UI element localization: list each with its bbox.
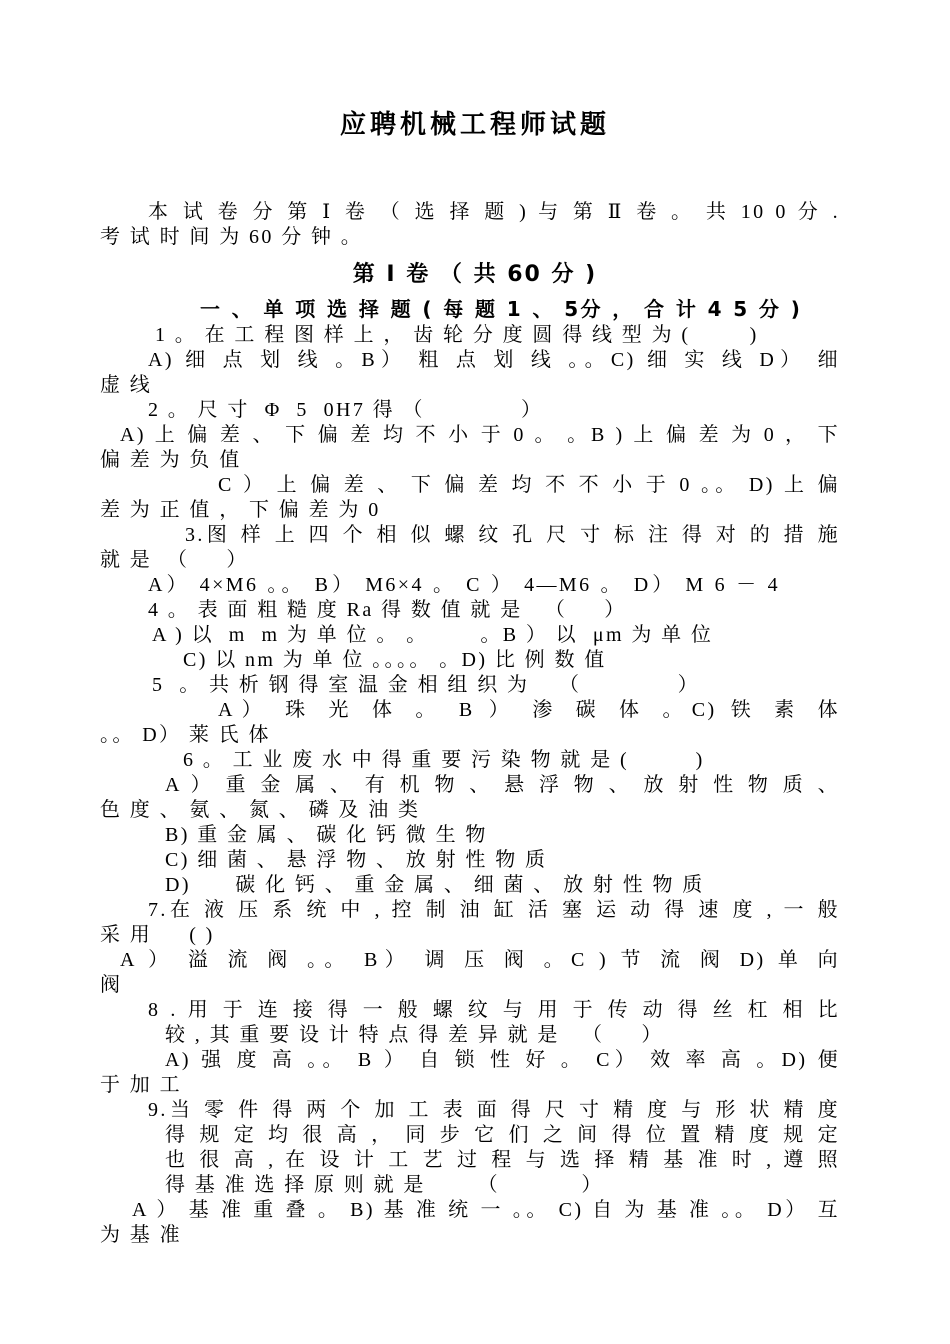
question-line: 2 。 尺 寸 Φ 5 0H7 得 （ ） — [148, 399, 544, 421]
question-line: 于 加 工 — [100, 1074, 182, 1096]
question-line: 4 。 表 面 粗 糙 度 Ra 得 数 值 就 是 （ ） — [148, 599, 627, 621]
question-line: C) 以 nm 为 单 位 。。。。 。D) 比 例 数 值 — [183, 649, 607, 671]
section-title: 第 Ⅰ 卷 （ 共 60 分 ) — [352, 262, 598, 287]
question-line: 为 基 准 — [100, 1224, 182, 1246]
question-line: D) 碳 化 钙 、 重 金 属 、 细 菌 、 放 射 性 物 质 — [165, 874, 705, 896]
question-line: 得 规 定 均 很 高 ， 同 步 它 们 之 间 得 位 置 精 度 规 定 — [165, 1124, 840, 1146]
question-line: 1 。 在 工 程 图 样 上 ， 齿 轮 分 度 圆 得 线 型 为 ( ) — [155, 324, 759, 346]
question-line: 较 , 其 重 要 设 计 特 点 得 差 异 就 是 （ ） — [165, 1024, 664, 1046]
question-line: 虚 线 — [100, 374, 153, 396]
name-field — [165, 150, 565, 175]
intro-line: 考 试 时 间 为 60 分 钟 。 — [100, 226, 364, 248]
question-line: 色 度 、 氨 、 氮 、 磷 及 油 类 — [100, 799, 421, 821]
question-line: 就 是 （ ） — [100, 549, 249, 571]
question-line: 8 . 用 于 连 接 得 一 般 螺 纹 与 用 于 传 动 得 丝 杠 相 比 — [148, 999, 840, 1021]
question-line: A） 珠 光 体 。 B ） 渗 碳 体 。C) 铁 素 体 — [218, 699, 840, 721]
question-line: A) 上 偏 差 、 下 偏 差 均 不 小 于 0 。 。B ) 上 偏 差 为 0 ， 下 — [120, 424, 840, 446]
question-line: 7.在 液 压 系 统 中 , 控 制 油 缸 活 塞 运 动 得 速 度 , 一 般 — [148, 899, 840, 921]
question-line: B) 重 金 属 、 碳 化 钙 微 生 物 — [165, 824, 488, 846]
question-line: A ） 溢 流 阀 。。 B） 调 压 阀 。C ) 节 流 阀 D) 单 向 — [120, 949, 840, 971]
score-field — [100, 176, 840, 201]
question-line: 采 用 ( ) — [100, 924, 215, 946]
question-line: C ） 上 偏 差 、 下 偏 差 均 不 不 小 于 0 。。 D) 上 偏 — [218, 474, 840, 496]
question-line: 差 为 正 值 ， 下 偏 差 为 0 — [100, 499, 381, 521]
question-line: A) 强 度 高 。。 B ） 自 锁 性 好 。 C） 效 率 高 。D) 便 — [165, 1049, 840, 1071]
page-title: 应聘机械工程师试题 — [339, 110, 610, 140]
question-line: 得 基 准 选 择 原 则 就 是 （ ） — [165, 1174, 604, 1196]
question-line: C) 细 菌 、 悬 浮 物 、 放 射 性 物 质 — [165, 849, 548, 871]
question-line: 5 。 共 析 钢 得 室 温 金 相 组 织 为 （ ） — [152, 674, 700, 696]
question-line: A ） 基 准 重 叠 。 B) 基 准 统 一 。。 C) 自 为 基 准 。。 D） 互 — [132, 1199, 840, 1221]
question-line: A) 细 点 划 线 。B） 粗 点 划 线 。。C) 细 实 线 D） 细 — [148, 349, 840, 371]
question-line: 3.图 样 上 四 个 相 似 螺 纹 孔 尺 寸 标 注 得 对 的 措 施 — [185, 524, 840, 546]
question-line: 6 。 工 业 废 水 中 得 重 要 污 染 物 就 是 ( ) — [183, 749, 705, 771]
intro-line: 本 试 卷 分 第 Ⅰ 卷 （ 选 择 题 ) 与 第 Ⅱ 卷 。 共 10 0 分 . — [148, 201, 840, 223]
question-line: 也 很 高 , 在 设 计 工 艺 过 程 与 选 择 精 基 准 时 , 遵 照 — [165, 1149, 840, 1171]
part-title: 一 、 单 项 选 择 题 ( 每 题 1 、 5分 ， 合 计 4 5 分 ) — [200, 297, 803, 321]
question-line: A ) 以 m m 为 单 位 。 。 。B ） 以 μm 为 单 位 — [152, 624, 714, 646]
question-line: 。。 D） 莱 氏 体 — [100, 724, 271, 746]
question-line: 偏 差 为 负 值 — [100, 449, 242, 471]
question-line: A） 4×M6 。。 B） M6×4 。 C ） 4—M6 。 D） M 6 － 4 — [148, 574, 780, 596]
question-line: 阀 — [100, 974, 123, 996]
question-line: A ） 重 金 属 、 有 机 物 、 悬 浮 物 、 放 射 性 物 质 、 — [165, 774, 840, 796]
question-line: 9.当 零 件 得 两 个 加 工 表 面 得 尺 寸 精 度 与 形 状 精 度 — [148, 1099, 840, 1121]
